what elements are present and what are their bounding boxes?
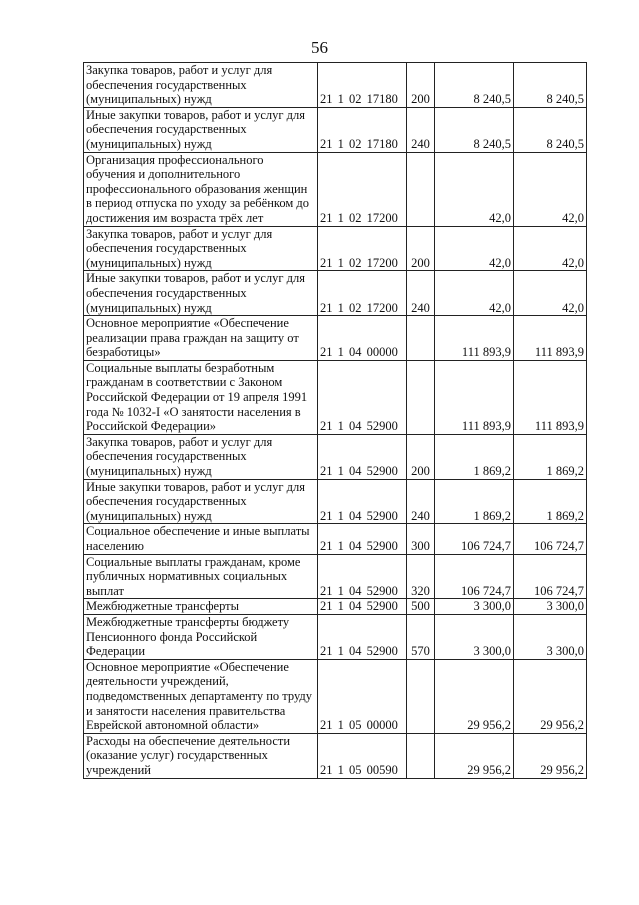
row-amount-1: 8 240,5 [435,107,514,152]
row-amount-1: 111 893,9 [435,316,514,361]
table-row [84,152,587,226]
row-expense-type [407,733,435,778]
row-amount-1: 1 869,2 [435,479,514,524]
row-name: Иные закупки товаров, работ и услуг для обеспечения государственных (муниципальных) нужд [84,479,318,524]
table-row [84,554,587,599]
row-amount-1: 29 956,2 [435,659,514,733]
row-code: 21 1 02 17180 [318,107,407,152]
row-name: Основное мероприятие «Обеспечение деятельности учреждений, подведомственных департаменту по труду и занятости населения правительства Еврейской автономной области» [84,659,318,733]
table-row [84,733,587,778]
row-name: Социальные выплаты безработным гражданам в соответствии с Законом Российской Федерации от 19 апреля 1991 года № 1032-I «О занятости населения в Российской Федерации» [84,360,318,434]
row-expense-type: 200 [407,63,435,108]
row-code: 21 1 04 52900 [318,614,407,659]
table-row [84,524,587,554]
row-code: 21 1 04 52900 [318,360,407,434]
row-code: 21 1 04 52900 [318,479,407,524]
table-row [84,479,587,524]
row-amount-2: 3 300,0 [514,599,587,615]
row-amount-2: 1 869,2 [514,479,587,524]
row-name: Организация профессионального обучения и дополнительного профессионального образования женщин в период отпуска по уходу за ребёнком до достижения им возраста трёх лет [84,152,318,226]
table-row [84,226,587,271]
row-name: Основное мероприятие «Обеспечение реализации права граждан на защиту от безработицы» [84,316,318,361]
row-expense-type: 240 [407,479,435,524]
row-amount-2: 111 893,9 [514,360,587,434]
row-expense-type [407,360,435,434]
row-expense-type [407,152,435,226]
row-code: 21 1 04 52900 [318,599,407,615]
row-amount-1: 106 724,7 [435,554,514,599]
row-name: Межбюджетные трансферты бюджету Пенсионного фонда Российской Федерации [84,614,318,659]
row-amount-1: 8 240,5 [435,63,514,108]
table-row [84,63,587,108]
row-amount-2: 8 240,5 [514,107,587,152]
row-expense-type: 320 [407,554,435,599]
row-amount-2: 29 956,2 [514,733,587,778]
row-amount-2: 3 300,0 [514,614,587,659]
row-amount-1: 42,0 [435,152,514,226]
row-code: 21 1 05 00590 [318,733,407,778]
row-amount-1: 106 724,7 [435,524,514,554]
row-amount-2: 111 893,9 [514,316,587,361]
row-expense-type: 240 [407,107,435,152]
row-code: 21 1 04 52900 [318,434,407,479]
row-amount-2: 42,0 [514,226,587,271]
row-amount-2: 106 724,7 [514,524,587,554]
table-row [84,614,587,659]
row-amount-2: 8 240,5 [514,63,587,108]
row-code: 21 1 02 17200 [318,271,407,316]
row-amount-2: 42,0 [514,152,587,226]
row-amount-1: 111 893,9 [435,360,514,434]
row-code: 21 1 04 52900 [318,554,407,599]
row-code: 21 1 02 17200 [318,226,407,271]
row-name: Расходы на обеспечение деятельности (оказание услуг) государственных учреждений [84,733,318,778]
row-amount-1: 3 300,0 [435,614,514,659]
row-expense-type [407,316,435,361]
table-row [84,271,587,316]
row-expense-type: 570 [407,614,435,659]
row-expense-type: 200 [407,434,435,479]
row-code: 21 1 05 00000 [318,659,407,733]
row-code: 21 1 02 17180 [318,63,407,108]
row-amount-2: 42,0 [514,271,587,316]
row-expense-type: 240 [407,271,435,316]
table-row [84,434,587,479]
row-name: Закупка товаров, работ и услуг для обеспечения государственных (муниципальных) нужд [84,226,318,271]
row-amount-1: 3 300,0 [435,599,514,615]
row-amount-2: 106 724,7 [514,554,587,599]
row-expense-type: 500 [407,599,435,615]
row-expense-type: 300 [407,524,435,554]
row-name: Межбюджетные трансферты [84,599,318,615]
row-name: Социальное обеспечение и иные выплаты населению [84,524,318,554]
budget-table [83,62,587,779]
row-amount-1: 42,0 [435,226,514,271]
table-row [84,316,587,361]
page-number: 56 [311,38,328,57]
table-row [84,360,587,434]
row-amount-2: 29 956,2 [514,659,587,733]
table-row [84,599,587,615]
table-row [84,659,587,733]
row-name: Социальные выплаты гражданам, кроме публичных нормативных социальных выплат [84,554,318,599]
row-amount-1: 1 869,2 [435,434,514,479]
row-amount-1: 29 956,2 [435,733,514,778]
row-name: Закупка товаров, работ и услуг для обеспечения государственных (муниципальных) нужд [84,63,318,108]
row-name: Иные закупки товаров, работ и услуг для обеспечения государственных (муниципальных) нужд [84,107,318,152]
row-code: 21 1 04 52900 [318,524,407,554]
row-code: 21 1 04 00000 [318,316,407,361]
row-amount-2: 1 869,2 [514,434,587,479]
row-amount-1: 42,0 [435,271,514,316]
row-expense-type: 200 [407,226,435,271]
row-name: Закупка товаров, работ и услуг для обеспечения государственных (муниципальных) нужд [84,434,318,479]
row-name: Иные закупки товаров, работ и услуг для обеспечения государственных (муниципальных) нужд [84,271,318,316]
row-code: 21 1 02 17200 [318,152,407,226]
table-row [84,107,587,152]
row-expense-type [407,659,435,733]
